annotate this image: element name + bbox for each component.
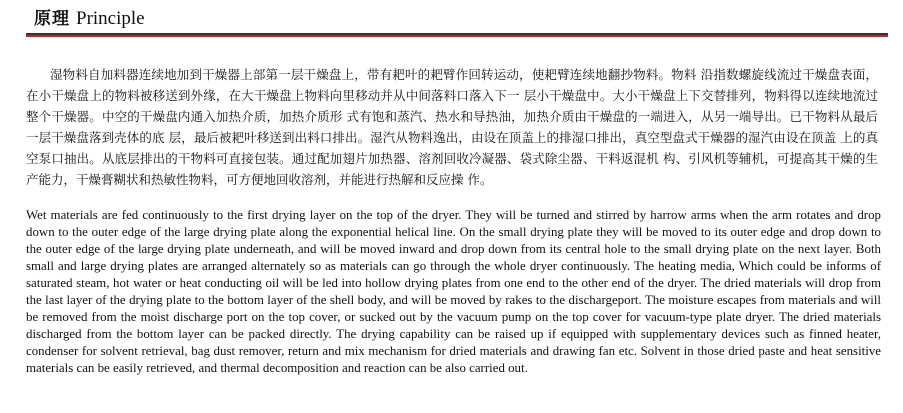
section-title — [34, 8, 145, 31]
section-title-english: Principle — [76, 8, 145, 29]
section-title-chinese: 原理 — [34, 9, 70, 29]
chinese-paragraph: 湿物料自加料器连续地加到干燥器上部第一层干燥盘上，带有耙叶的耙臂作回转运动，使耙臂连续地翻抄物料。物料 沿指数螺旋线流过干燥盘表面，在小干燥盘上的物料被移送到外缘，在大干燥盘上物料向里移动并从中间落料口落入下一 层小干燥盘中。大小干燥盘上下交替排列，物料得以连续地流过整个干燥器。中空的干燥盘内通入加热介质，加热介质形 式有饱和蒸汽、热水和导热油，加热介质由干燥盘的一端进入，从另一端导出。已干物料从最后一层干燥盘落到壳体的底 层，最后被耙叶移送到出料口排出。湿汽从物料逸出，由设在顶盖上的排湿口排出，真空型盘式干燥器的湿汽由设在顶盖 上的真空泵口抽出。从底层排出的干物料可直接包装。通过配加翅片加热器、溶剂回收冷凝器、袋式除尘器、干料返混机 构、引风机等辅机，可提高其干燥的生产能力，干燥膏糊状和热敏性物料，可方便地回收溶剂，并能进行热解和反应操 作。 — [26, 67, 878, 187]
section-header — [26, 6, 888, 36]
header-divider-red — [26, 35, 888, 37]
english-paragraph: Wet materials are fed continuously to the first drying layer on the top of the dryer. They will be turned and stirred by harrow arms when the arm rotates and drop down to the outer edge of the large drying plate along the exponential helical line. On the small drying plate they will be moved to its outer edge and drop down to the outer edge of the large drying plate underneath, and will be moved inward and drop down from its central hole to the small drying plate on the next layer. Both small and large drying plates are arranged alternately so as materials can go through the whole dryer continuously. The heating media, Which could be informs of saturated steam, hot water or heat conducting oil will be led into hollow drying plates from one end to the other end of the dryer. The dried materials will drop from the last layer of the drying plate to the bottom layer of the shell body, and will be moved by rakes to the dischargeport. The moisture escapes from materials and will be removed from the moist discharge port on the top cover, or sucked out by the vacuum pump on the top cover for vacuum-type plate dryer. The dried materials discharged from the bottom layer can be packed directly. The drying capability can be raised up if equipped with supplementary devices such as finned heater, condenser for solvent retrieval, bag dust remover, return and mix mechanism for dried materials and drawing fan etc. Solvent in those dried paste and heat sensitive materials can be easily retrieved, and thermal decomposition and reaction can be also carried out. — [26, 208, 881, 375]
